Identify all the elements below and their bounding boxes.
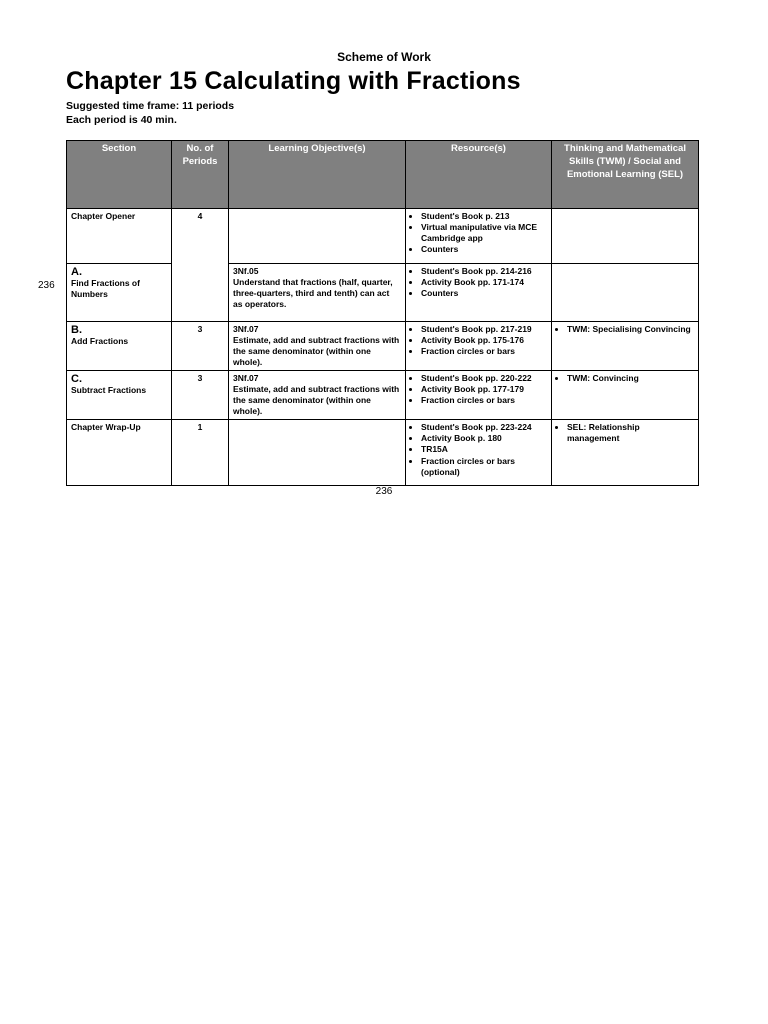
section-letter: A. xyxy=(71,266,82,278)
section-cell xyxy=(67,371,172,420)
skill-list xyxy=(556,324,694,335)
side-page-number: 236 xyxy=(38,280,55,291)
section-name: Subtract Fractions xyxy=(71,385,147,396)
section-letter: B. xyxy=(71,324,82,336)
skill-list xyxy=(556,422,694,444)
column-header-resources: Resource(s) xyxy=(406,141,552,209)
table-row xyxy=(67,322,699,371)
resources-cell xyxy=(406,264,552,322)
section-name: Find Fractions of Numbers xyxy=(71,278,140,300)
objective-cell xyxy=(229,371,406,420)
objective-code: 3Nf.05 xyxy=(233,266,259,276)
skills-cell xyxy=(552,420,699,486)
resource-item: • Activity Book p. 180 xyxy=(421,433,547,444)
resource-list xyxy=(410,211,547,255)
periods-cell: 3 xyxy=(172,322,229,371)
skills-cell xyxy=(552,264,699,322)
section-cell xyxy=(67,209,172,264)
resource-item: • Fraction circles or bars xyxy=(421,395,547,406)
skills-cell xyxy=(552,209,699,264)
objective-text: Estimate, add and subtract fractions with the same denominator (within one whole). xyxy=(233,335,400,368)
resource-list xyxy=(410,266,547,299)
periods-cell: 3 xyxy=(172,371,229,420)
resource-item: • Fraction circles or bars (optional) xyxy=(421,456,547,478)
resource-item: • Activity Book pp. 171-174 xyxy=(421,277,547,288)
resources-cell xyxy=(406,209,552,264)
section-name: Chapter Opener xyxy=(71,211,136,221)
resource-item: • Virtual manipulative via MCE Cambridge app xyxy=(421,222,547,244)
table-row xyxy=(67,209,699,264)
period-length: Each period is 40 min. xyxy=(66,114,177,126)
skill-item: • TWM: Specialising Convincing xyxy=(567,324,694,335)
resource-item: • Student's Book p. 213 xyxy=(421,211,547,222)
resource-list xyxy=(410,422,547,477)
column-header-skills: Thinking and Mathematical Skills (TWM) / Social and Emotional Learning (SEL) xyxy=(552,141,699,209)
table-header-row xyxy=(67,141,699,209)
resource-list xyxy=(410,324,547,357)
document-label: Scheme of Work xyxy=(337,50,431,64)
periods-cell: 1 xyxy=(172,420,229,486)
resource-item: • Student's Book pp. 223-224 xyxy=(421,422,547,433)
objective-text: Estimate, add and subtract fractions with the same denominator (within one whole). xyxy=(233,384,400,417)
column-header-section: Section xyxy=(67,141,172,209)
objective-cell xyxy=(229,209,406,264)
column-header-objectives: Learning Objective(s) xyxy=(229,141,406,209)
chapter-title: Chapter 15 Calculating with Fractions xyxy=(66,67,521,95)
section-cell xyxy=(67,322,172,371)
resource-item: • Counters xyxy=(421,288,547,299)
column-header-periods: No. of Periods xyxy=(172,141,229,209)
section-letter: C. xyxy=(71,373,82,386)
table-row xyxy=(67,420,699,486)
resources-cell xyxy=(406,420,552,486)
skill-list xyxy=(556,373,694,384)
resource-item: • Student's Book pp. 217-219 xyxy=(421,324,547,335)
objective-cell xyxy=(229,322,406,371)
skills-cell xyxy=(552,322,699,371)
objective-code: 3Nf.07 xyxy=(233,324,259,334)
resource-item: • Student's Book pp. 220-222 xyxy=(421,373,547,384)
resources-cell xyxy=(406,322,552,371)
skill-item: • TWM: Convincing xyxy=(567,373,694,384)
skill-item: • SEL: Relationship management xyxy=(567,422,694,444)
section-cell xyxy=(67,420,172,486)
objective-cell xyxy=(229,420,406,486)
scheme-of-work-table xyxy=(66,140,699,486)
objective-cell xyxy=(229,264,406,322)
table-row xyxy=(67,371,699,420)
resource-item: • Counters xyxy=(421,244,547,255)
resource-item: • Fraction circles or bars xyxy=(421,346,547,357)
table-row xyxy=(67,264,699,322)
resource-item: • TR15A xyxy=(421,444,547,455)
resource-item: • Activity Book pp. 175-176 xyxy=(421,335,547,346)
section-name: Add Fractions xyxy=(71,336,129,347)
skills-cell xyxy=(552,371,699,420)
resource-list xyxy=(410,373,547,406)
resource-item: • Student's Book pp. 214-216 xyxy=(421,266,547,277)
objective-text: Understand that fractions (half, quarter, three-quarters, third and tenth) can act as operators. xyxy=(233,277,393,310)
section-cell xyxy=(67,264,172,322)
objective-code: 3Nf.07 xyxy=(233,373,259,384)
periods-cell: 4 xyxy=(172,209,229,322)
time-frame: Suggested time frame: 11 periods xyxy=(66,100,235,112)
page-number: 236 xyxy=(375,486,393,497)
section-name: Chapter Wrap-Up xyxy=(71,422,141,433)
resources-cell xyxy=(406,371,552,420)
resource-item: • Activity Book pp. 177-179 xyxy=(421,384,547,395)
